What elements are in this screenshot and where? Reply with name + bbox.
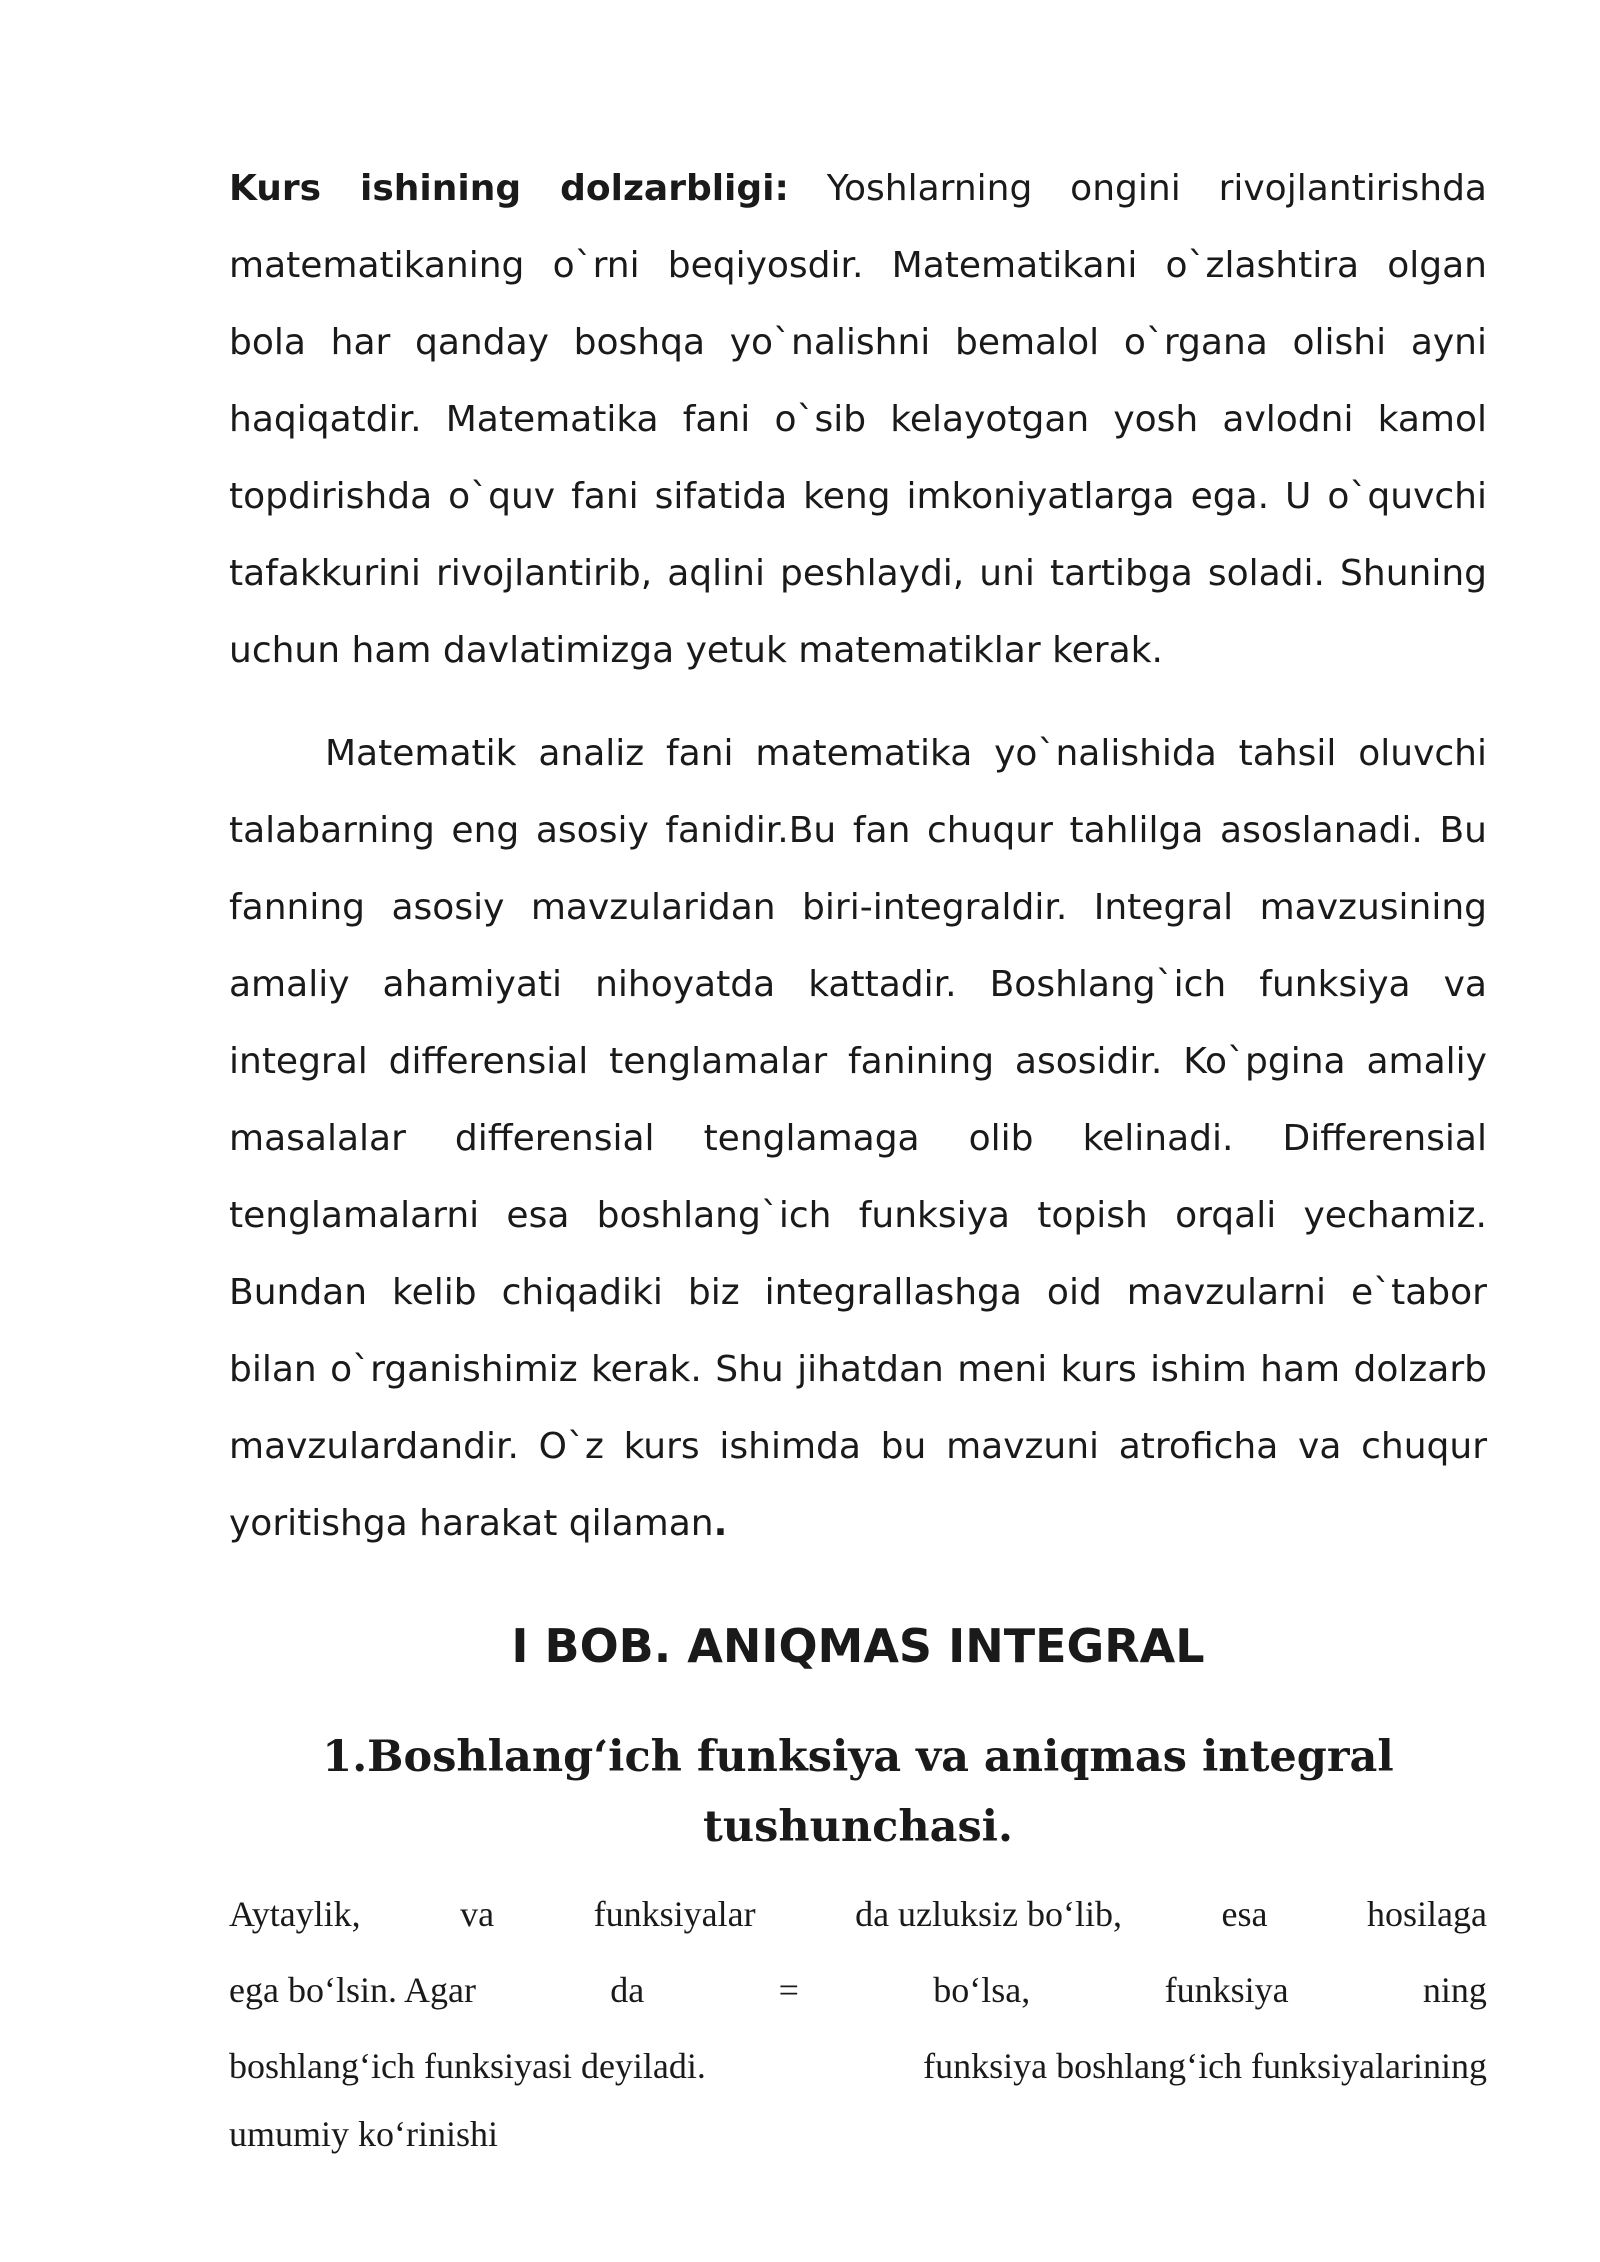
definition-word: ning <box>1422 1970 1487 2010</box>
definition-line-2 <box>229 1952 1487 2028</box>
body-paragraph-final-dot: . <box>713 1503 728 1544</box>
definition-word: = <box>778 1970 799 2010</box>
page-content <box>229 150 1487 2164</box>
intro-lead-text: Yoshlarning ongini rivojlantirishda matematikaning o`rni beqiyosdir. Matematikani o`zlashtira olgan bola har qanday boshqa yo`nalishni bemalol o`rgana olishi ayni haqiqatdir. Matematika fani o`sib kelayotgan yosh avlodni kamol topdirishda o`quv fani sifatida keng imkoniyatlarga ega. U o`quvchi tafakkurini rivojlantirib, aqlini peshlaydi, uni tartibga soladi. Shuning uchun ham davlatimizga yetuk matematiklar kerak. <box>229 168 1487 671</box>
definition-word: funksiyalar <box>593 1894 756 1934</box>
definition-word: funksiya <box>1164 1970 1289 2010</box>
definition-word: hosilaga <box>1366 1894 1487 1934</box>
definition-word: esa <box>1221 1894 1268 1934</box>
definition-word: ega bo‘lsin. Agar <box>229 1970 476 2010</box>
body-paragraph-text: Matematik analiz fani matematika yo`nalishida tahsil oluvchi talabarning eng asosiy fanidir.Bu fan chuqur tahlilga asoslanadi. Bu fanning asosiy mavzularidan biri-integraldir. Integral mavzusining amaliy ahamiyati nihoyatda kattadir. Boshlang`ich funksiya va integral differensial tenglamalar fanining asosidir. Ko`pgina amaliy masalalar differensial tenglamaga olib kelinadi. Differensial tenglamalarni esa boshlang`ich funksiya topish orqali yechamiz. Bundan kelib chiqadiki biz integrallashga oid mavzularni e`tabor bilan o`rganishimiz kerak. Shu jihatdan meni kurs ishim ham dolzarb mavzulardandir. O`z kurs ishimda bu mavzuni atroficha va chuqur yoritishga harakat qilaman <box>229 733 1487 1544</box>
intro-paragraph <box>229 150 1487 689</box>
chapter-title: I BOB. ANIQMAS INTEGRAL <box>511 1619 1205 1673</box>
body-paragraph <box>229 715 1487 1562</box>
definition-word: bo‘lsa, <box>933 1970 1031 2010</box>
definition-word: da uzluksiz bo‘lib, <box>855 1894 1123 1934</box>
section-title: 1.Boshlang‘ich funksiya va aniqmas integral tushunchasi. <box>322 1732 1394 1852</box>
definition-word: va <box>460 1894 495 1934</box>
definition-word: Aytaylik, <box>229 1894 361 1934</box>
intro-lead-bold: Kurs ishining dolzarbligi: <box>229 168 789 209</box>
definition-word: da <box>610 1970 645 2010</box>
definition-line-1 <box>229 1876 1487 1952</box>
definition-line-3-right: funksiya boshlang‘ich funksiyalarining <box>923 2046 1487 2086</box>
definition-line-3-left: boshlang‘ich funksiyasi deyiladi. <box>229 2046 706 2086</box>
definition-line-4: umumiy ko‘rinishi <box>229 2114 498 2154</box>
definition-line-3 <box>229 2028 1487 2104</box>
